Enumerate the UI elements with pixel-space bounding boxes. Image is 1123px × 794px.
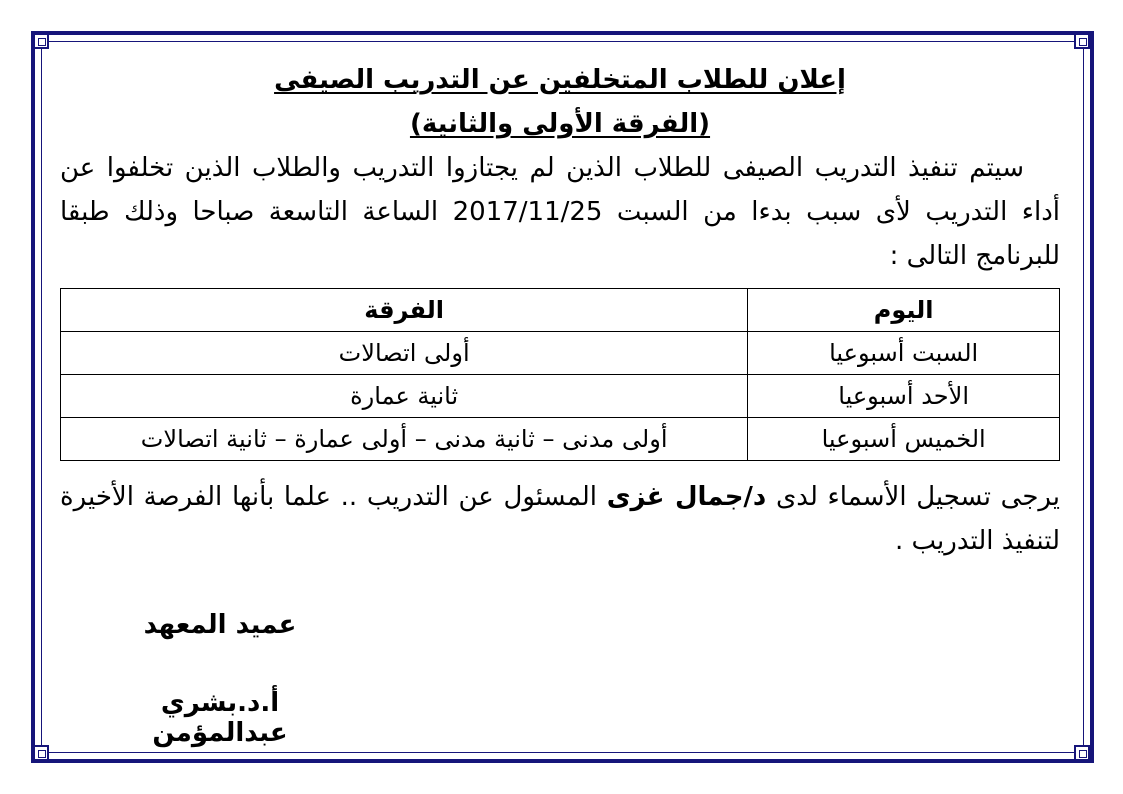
contact-name: د/جمال غزى [606, 482, 767, 512]
column-header-group: الفرقة [61, 289, 748, 332]
column-header-day: اليوم [748, 289, 1060, 332]
announcement-title: إعلان للطلاب المتخلفين عن التدريب الصيفى [274, 65, 846, 95]
table-header-row [61, 289, 1060, 332]
announcement-paragraph-text: سيتم تنفيذ التدريب الصيفى للطلاب الذين لم يجتازوا التدريب والطلاب الذين تخلفوا عن أداء التدريب لأى سبب بدءا من السبت 2017/11/25 الساعة التاسعة صباحا وذلك طبقا للبرنامج التالى : [60, 153, 1060, 271]
border-corner-ornament [1074, 33, 1090, 49]
table-row [61, 418, 1060, 461]
table-row [61, 332, 1060, 375]
announcement-paragraph [60, 146, 1060, 278]
cell-group: أولى مدنى – ثانية مدنى – أولى عمارة – ثانية اتصالات [61, 418, 748, 461]
cell-day: السبت أسبوعيا [748, 332, 1060, 375]
table-row [61, 375, 1060, 418]
border-corner-ornament [33, 33, 49, 49]
announcement-subtitle: (الفرقة الأولى والثانية) [409, 109, 711, 139]
announcement-content [60, 60, 1060, 563]
signature-title: عميد المعهد [143, 610, 297, 640]
closing-paragraph [60, 475, 1060, 563]
cell-day: الخميس أسبوعيا [748, 418, 1060, 461]
border-corner-ornament [1074, 745, 1090, 761]
cell-group: أولى اتصالات [61, 332, 748, 375]
cell-group: ثانية عمارة [61, 375, 748, 418]
schedule-table [60, 288, 1060, 461]
closing-text-part2: المسئول عن التدريب .. علما بأنها الفرصة الأخيرة لتنفيذ التدريب . [60, 482, 1060, 556]
border-corner-ornament [33, 745, 49, 761]
cell-day: الأحد أسبوعيا [748, 375, 1060, 418]
closing-text-part1: يرجى تسجيل الأسماء لدى [766, 482, 1060, 512]
signature-name: أ.د.بشري عبدالمؤمن [152, 688, 288, 748]
